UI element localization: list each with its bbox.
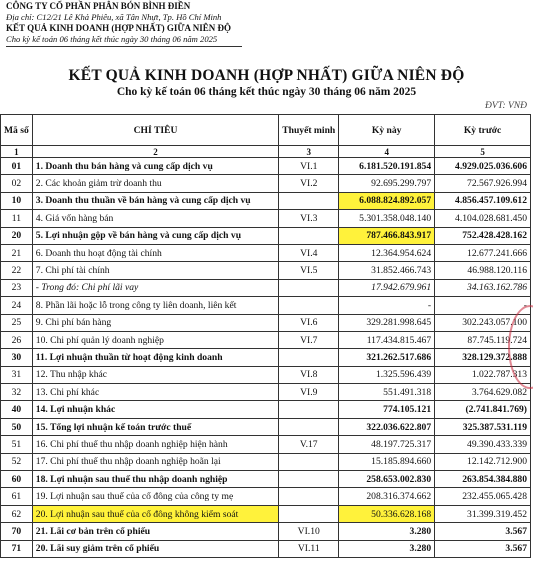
row-code: 70 <box>1 523 33 540</box>
column-header-current: Kỳ này <box>339 115 435 146</box>
row-note <box>279 453 339 470</box>
row-code: 62 <box>1 505 33 522</box>
table-row <box>1 210 531 227</box>
row-current-value: 322.036.622.807 <box>339 418 435 435</box>
row-current-value: 329.281.998.645 <box>339 314 435 331</box>
table-row <box>1 175 531 192</box>
row-previous-value: (2.741.841.769) <box>435 401 531 418</box>
row-code: 22 <box>1 262 33 279</box>
table-row <box>1 279 531 296</box>
row-current-value: - <box>339 297 435 314</box>
column-index: 2 <box>32 146 278 158</box>
row-note: V.17 <box>279 436 339 453</box>
row-item-name: 7. Chi phí tài chính <box>32 262 278 279</box>
row-item-name: 9. Chi phí bán hàng <box>32 314 278 331</box>
company-name: CÔNG TY CỔ PHẦN PHÂN BÓN BÌNH ĐIỀN <box>6 1 191 11</box>
row-code: 60 <box>1 471 33 488</box>
row-previous-value: 232.455.065.428 <box>435 488 531 505</box>
row-previous-value: 752.428.428.162 <box>435 227 531 244</box>
table-row <box>1 540 531 557</box>
row-previous-value: 328.129.372.888 <box>435 349 531 366</box>
row-current-value: 15.185.894.660 <box>339 453 435 470</box>
row-item-name: 5. Lợi nhuận gộp về bán hàng và cung cấp dịch vụ <box>32 227 278 244</box>
report-period: Cho kỳ kế toán 06 tháng kết thúc ngày 30 tháng 06 năm 2025 <box>6 34 218 44</box>
row-note: VI.8 <box>279 366 339 383</box>
row-note: VI.7 <box>279 331 339 348</box>
column-header-code: Mã số <box>1 115 33 146</box>
table-header-row <box>1 115 531 146</box>
row-item-name: 13. Chi phí khác <box>32 384 278 401</box>
row-note: VI.1 <box>279 158 339 175</box>
row-current-value: 774.105.121 <box>339 401 435 418</box>
row-note <box>279 349 339 366</box>
row-note: VI.2 <box>279 175 339 192</box>
row-previous-value: 3.567 <box>435 540 531 557</box>
row-current-value: 48.197.725.317 <box>339 436 435 453</box>
row-note: VI.5 <box>279 262 339 279</box>
row-code: 50 <box>1 418 33 435</box>
row-current-value: 17.942.679.961 <box>339 279 435 296</box>
row-current-value: 117.434.815.467 <box>339 331 435 348</box>
table-row <box>1 523 531 540</box>
row-current-value: 5.301.358.048.140 <box>339 210 435 227</box>
row-current-value: 3.280 <box>339 523 435 540</box>
row-previous-value: 302.243.057.100 <box>435 314 531 331</box>
row-note: VI.3 <box>279 210 339 227</box>
row-current-value: 92.695.299.797 <box>339 175 435 192</box>
row-item-name: 20. Lãi suy giảm trên cổ phiếu <box>32 540 278 557</box>
table-row <box>1 453 531 470</box>
table-row <box>1 244 531 261</box>
row-item-name: 17. Chi phí thuế thu nhập doanh nghiệp hoãn lại <box>32 453 278 470</box>
row-code: 52 <box>1 453 33 470</box>
row-item-name: 6. Doanh thu hoạt động tài chính <box>32 244 278 261</box>
row-note: VI.9 <box>279 384 339 401</box>
row-code: 11 <box>1 210 33 227</box>
row-note <box>279 227 339 244</box>
row-current-value: 787.466.843.917 <box>339 227 435 244</box>
row-item-name: 21. Lãi cơ bản trên cổ phiếu <box>32 523 278 540</box>
row-previous-value: 31.399.319.452 <box>435 505 531 522</box>
column-index: 5 <box>435 146 531 158</box>
row-code: 71 <box>1 540 33 557</box>
row-code: 02 <box>1 175 33 192</box>
table-row <box>1 192 531 209</box>
report-name: KẾT QUẢ KINH DOANH (HỢP NHẤT) GIỮA NIÊN ĐỘ <box>6 23 232 33</box>
row-previous-value: 4.856.457.109.612 <box>435 192 531 209</box>
page-subtitle: Cho kỳ kế toán 06 tháng kết thúc ngày 30 tháng 06 năm 2025 <box>116 86 417 98</box>
row-previous-value: 34.163.162.786 <box>435 279 531 296</box>
column-header-previous: Kỳ trước <box>435 115 531 146</box>
row-code: 01 <box>1 158 33 175</box>
table-row <box>1 505 531 522</box>
row-note <box>279 471 339 488</box>
column-index: 1 <box>1 146 33 158</box>
row-code: 30 <box>1 349 33 366</box>
row-previous-value: 46.988.120.116 <box>435 262 531 279</box>
table-row <box>1 366 531 383</box>
table-row <box>1 418 531 435</box>
row-current-value: 321.262.517.686 <box>339 349 435 366</box>
row-current-value: 50.336.628.168 <box>339 505 435 522</box>
row-previous-value: 3.567 <box>435 523 531 540</box>
row-item-name: 4. Giá vốn hàng bán <box>32 210 278 227</box>
row-code: 21 <box>1 244 33 261</box>
income-statement-table <box>0 114 531 558</box>
table-row <box>1 471 531 488</box>
row-note <box>279 297 339 314</box>
row-previous-value: 12.677.241.666 <box>435 244 531 261</box>
row-note: VI.6 <box>279 314 339 331</box>
row-previous-value: 49.390.433.339 <box>435 436 531 453</box>
page-title: KẾT QUẢ KINH DOANH (HỢP NHẤT) GIỮA NIÊN ĐỘ <box>68 67 465 84</box>
table-row <box>1 349 531 366</box>
row-item-name: 1. Doanh thu bán hàng và cung cấp dịch vụ <box>32 158 278 175</box>
row-item-name: 3. Doanh thu thuần về bán hàng và cung cấp dịch vụ <box>32 192 278 209</box>
table-row <box>1 262 531 279</box>
row-code: 51 <box>1 436 33 453</box>
row-item-name: 12. Thu nhập khác <box>32 366 278 383</box>
table-row <box>1 297 531 314</box>
currency-unit: ĐVT: VNĐ <box>485 101 527 111</box>
row-previous-value: - <box>435 297 531 314</box>
row-note <box>279 192 339 209</box>
row-item-name: 20. Lợi nhuận sau thuế của cổ đông không kiểm soát <box>32 505 278 522</box>
row-current-value: 3.280 <box>339 540 435 557</box>
row-previous-value: 325.387.531.119 <box>435 418 531 435</box>
column-header-note: Thuyết minh <box>279 115 339 146</box>
row-code: 26 <box>1 331 33 348</box>
row-item-name: 18. Lợi nhuận sau thuế thu nhập doanh nghiệp <box>32 471 278 488</box>
row-item-name: 8. Phần lãi hoặc lỗ trong công ty liên doanh, liên kết <box>32 297 278 314</box>
row-code: 24 <box>1 297 33 314</box>
row-previous-value: 72.567.926.994 <box>435 175 531 192</box>
row-current-value: 6.088.824.892.057 <box>339 192 435 209</box>
row-current-value: 12.364.954.624 <box>339 244 435 261</box>
row-item-name: 10. Chi phí quản lý doanh nghiệp <box>32 331 278 348</box>
column-index-row <box>1 146 531 158</box>
row-note: VI.11 <box>279 540 339 557</box>
table-row <box>1 314 531 331</box>
table-row <box>1 331 531 348</box>
row-item-name: 19. Lợi nhuận sau thuế của cổ đông của công ty mẹ <box>32 488 278 505</box>
row-code: 40 <box>1 401 33 418</box>
table-row <box>1 158 531 175</box>
row-code: 61 <box>1 488 33 505</box>
row-previous-value: 4.929.025.036.606 <box>435 158 531 175</box>
row-item-name: 14. Lợi nhuận khác <box>32 401 278 418</box>
table-row <box>1 488 531 505</box>
row-previous-value: 12.142.712.900 <box>435 453 531 470</box>
row-note <box>279 279 339 296</box>
row-code: 32 <box>1 384 33 401</box>
row-previous-value: 87.745.119.724 <box>435 331 531 348</box>
row-code: 20 <box>1 227 33 244</box>
row-current-value: 208.316.374.662 <box>339 488 435 505</box>
table-row <box>1 436 531 453</box>
table-row <box>1 384 531 401</box>
row-current-value: 6.181.520.191.854 <box>339 158 435 175</box>
table-row <box>1 401 531 418</box>
column-index: 3 <box>279 146 339 158</box>
row-note: VI.4 <box>279 244 339 261</box>
row-current-value: 1.325.596.439 <box>339 366 435 383</box>
row-previous-value: 3.764.629.082 <box>435 384 531 401</box>
row-current-value: 31.852.466.743 <box>339 262 435 279</box>
row-note <box>279 505 339 522</box>
row-note: VI.10 <box>279 523 339 540</box>
row-code: 10 <box>1 192 33 209</box>
row-code: 23 <box>1 279 33 296</box>
row-previous-value: 263.854.384.880 <box>435 471 531 488</box>
row-note <box>279 401 339 418</box>
row-note <box>279 488 339 505</box>
company-address: Địa chỉ: C12/21 Lê Khả Phiêu, xã Tân Nhựt, Tp. Hồ Chí Minh <box>6 12 222 22</box>
row-item-name: 2. Các khoản giảm trừ doanh thu <box>32 175 278 192</box>
table-row <box>1 227 531 244</box>
row-item-name: - Trong đó: Chi phí lãi vay <box>32 279 278 296</box>
row-item-name: 11. Lợi nhuận thuần từ hoạt động kinh doanh <box>32 349 278 366</box>
column-index: 4 <box>339 146 435 158</box>
column-header-item: CHỈ TIÊU <box>32 115 278 146</box>
row-item-name: 15. Tổng lợi nhuận kế toán trước thuế <box>32 418 278 435</box>
row-current-value: 258.653.002.830 <box>339 471 435 488</box>
row-note <box>279 418 339 435</box>
row-code: 31 <box>1 366 33 383</box>
row-current-value: 551.491.318 <box>339 384 435 401</box>
header-divider <box>6 46 242 47</box>
row-previous-value: 1.022.787.313 <box>435 366 531 383</box>
row-previous-value: 4.104.028.681.450 <box>435 210 531 227</box>
row-item-name: 16. Chi phí thuế thu nhập doanh nghiệp hiện hành <box>32 436 278 453</box>
document-header <box>6 1 531 47</box>
row-code: 25 <box>1 314 33 331</box>
